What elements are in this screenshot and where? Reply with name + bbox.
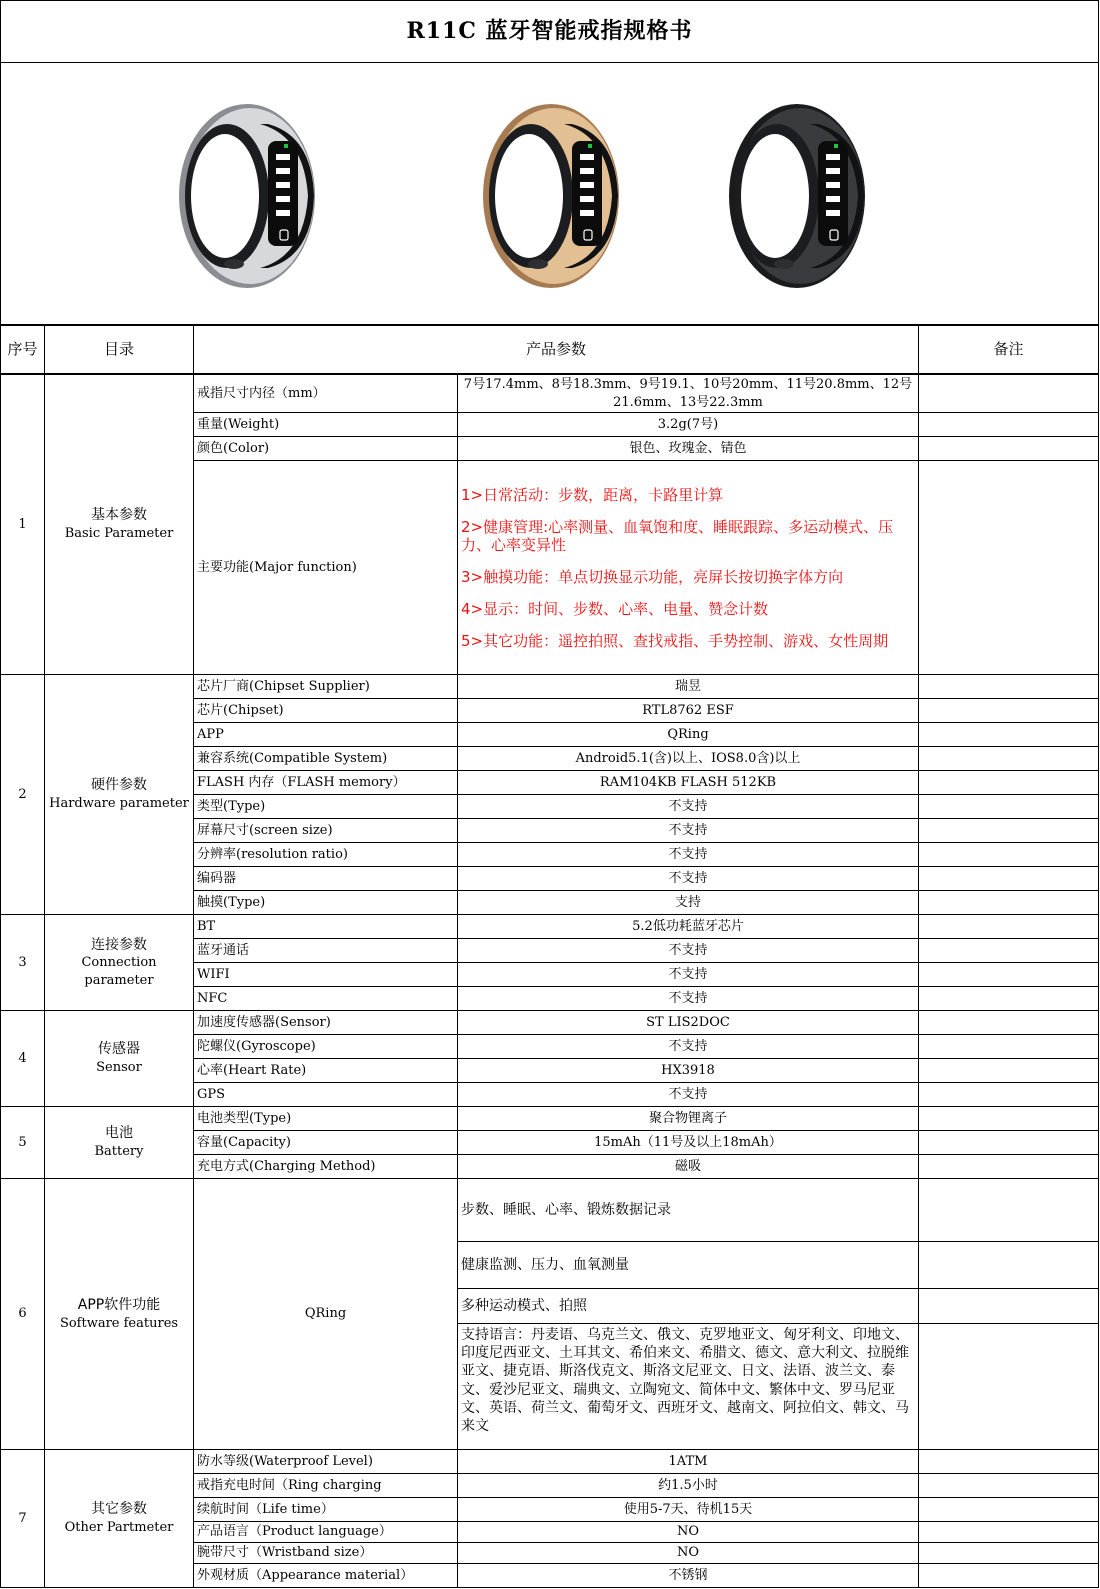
note-cell xyxy=(918,818,1099,843)
section-name-en: Hardware parameter xyxy=(49,796,189,812)
param-label: 陀螺仪(Gyroscope) xyxy=(193,1034,458,1059)
note-cell xyxy=(918,746,1099,771)
section-index: 7 xyxy=(0,1449,45,1588)
param-value: 不支持 xyxy=(457,1082,919,1107)
param-value: RTL8762 ESF xyxy=(457,698,919,723)
param-label: 戒指尺寸内径（mm） xyxy=(193,374,458,413)
note-cell xyxy=(918,1058,1099,1083)
page-title: R11C 蓝牙智能戒指规格书 xyxy=(0,0,1099,63)
section-index: 1 xyxy=(0,374,45,675)
param-value: 不锈钢 xyxy=(457,1563,919,1588)
section-index: 2 xyxy=(0,674,45,915)
param-label: 蓝牙通话 xyxy=(193,938,458,963)
note-cell xyxy=(918,1323,1099,1450)
note-cell xyxy=(918,986,1099,1011)
param-label: 心率(Heart Rate) xyxy=(193,1058,458,1083)
section-index: 4 xyxy=(0,1010,45,1107)
param-label: 外观材质（Appearance material） xyxy=(193,1563,458,1588)
param-value: NO xyxy=(457,1521,919,1543)
note-cell xyxy=(918,1521,1099,1543)
param-label: 分辨率(resolution ratio) xyxy=(193,842,458,867)
note-cell xyxy=(918,674,1099,699)
param-label: 触摸(Type) xyxy=(193,890,458,915)
param-label: NFC xyxy=(193,986,458,1011)
param-value: 5.2低功耗蓝牙芯片 xyxy=(457,914,919,939)
param-value: 不支持 xyxy=(457,1034,919,1059)
param-value: NO xyxy=(457,1542,919,1564)
param-label: 主要功能(Major function) xyxy=(193,460,458,675)
note-cell xyxy=(918,1106,1099,1131)
note-cell xyxy=(918,1449,1099,1474)
ring-product-image-black xyxy=(722,96,872,296)
section-name-zh: APP软件功能 xyxy=(77,1296,161,1313)
note-cell xyxy=(918,938,1099,963)
note-cell xyxy=(918,1542,1099,1564)
note-cell xyxy=(918,1241,1099,1289)
param-label: 芯片厂商(Chipset Supplier) xyxy=(193,674,458,699)
ring-product-image-rose-gold xyxy=(476,96,626,296)
param-label: 重量(Weight) xyxy=(193,412,458,437)
param-value: 不支持 xyxy=(457,794,919,819)
header-category: 目录 xyxy=(44,325,194,374)
param-value: 不支持 xyxy=(457,842,919,867)
section-name-zh: 其它参数 xyxy=(91,1501,147,1518)
note-cell xyxy=(918,890,1099,915)
note-cell xyxy=(918,770,1099,795)
note-cell xyxy=(918,1473,1099,1498)
param-value: 支持 xyxy=(457,890,919,915)
note-cell xyxy=(918,962,1099,987)
section-name-en: Connection parameter xyxy=(81,955,157,988)
param-label: 腕带尺寸（Wristband size） xyxy=(193,1542,458,1564)
param-label: 戒指充电时间（Ring charging xyxy=(193,1473,458,1498)
note-cell xyxy=(918,1563,1099,1588)
param-value: 不支持 xyxy=(457,962,919,987)
section-name-en: Other Partmeter xyxy=(64,1520,174,1536)
param-value: 瑞昱 xyxy=(457,674,919,699)
section-category xyxy=(44,1449,194,1588)
software-feature: 步数、睡眠、心率、锻炼数据记录 xyxy=(457,1178,919,1242)
param-value: 不支持 xyxy=(457,818,919,843)
section-name-zh: 硬件参数 xyxy=(91,777,147,794)
note-cell xyxy=(918,794,1099,819)
param-value: 银色、玫瑰金、锖色 xyxy=(457,436,919,461)
feature-line: 1>日常活动：步数，距离，卡路里计算 xyxy=(461,485,724,504)
param-value: 使用5-7天、待机15天 xyxy=(457,1497,919,1522)
param-label: 类型(Type) xyxy=(193,794,458,819)
feature-line: 5>其它功能：遥控拍照、查找戒指、手势控制、游戏、女性周期 xyxy=(461,631,889,650)
software-feature: 支持语言：丹麦语、乌克兰文、俄文、克罗地亚文、匈牙利文、印地文、印度尼西亚文、土耳其文、希伯来文、希腊文、德文、意大利文、拉脱维亚文、捷克语、斯洛伐克文、斯洛文尼亚文、日文、法语、波兰文、泰文、爱沙尼亚文、瑞典文、立陶宛文、简体中文、繁体中文、罗马尼亚文、英语、荷兰文、葡萄牙文、西班牙文、越南文、阿拉伯文、韩文、马来文 xyxy=(457,1323,919,1450)
param-value: HX3918 xyxy=(457,1058,919,1083)
param-label: APP xyxy=(193,722,458,747)
note-cell xyxy=(918,460,1099,675)
note-cell xyxy=(918,698,1099,723)
param-value: 7号17.4mm、8号18.3mm、9号19.1、10号20mm、11号20.8mm、12号21.6mm、13号22.3mm xyxy=(457,374,919,413)
app-name: QRing xyxy=(193,1178,458,1450)
param-label: 防水等级(Waterproof Level) xyxy=(193,1449,458,1474)
param-value: 约1.5小时 xyxy=(457,1473,919,1498)
param-value: 聚合物锂离子 xyxy=(457,1106,919,1131)
note-cell xyxy=(918,1010,1099,1035)
note-cell xyxy=(918,842,1099,867)
param-value: 3.2g(7号) xyxy=(457,412,919,437)
section-category xyxy=(44,1178,194,1450)
section-index: 6 xyxy=(0,1178,45,1450)
note-cell xyxy=(918,1497,1099,1522)
section-category xyxy=(44,1010,194,1107)
param-label: 容量(Capacity) xyxy=(193,1130,458,1155)
section-name-zh: 基本参数 xyxy=(91,507,147,524)
note-cell xyxy=(918,866,1099,891)
section-name-zh: 传感器 xyxy=(98,1041,140,1058)
note-cell xyxy=(918,1154,1099,1179)
section-name-en: Software features xyxy=(59,1315,179,1331)
param-value: QRing xyxy=(457,722,919,747)
param-label: 续航时间（Life time） xyxy=(193,1497,458,1522)
param-label: 加速度传感器(Sensor) xyxy=(193,1010,458,1035)
param-label: 电池类型(Type) xyxy=(193,1106,458,1131)
param-label: 兼容系统(Compatible System) xyxy=(193,746,458,771)
note-cell xyxy=(918,436,1099,461)
param-label: 颜色(Color) xyxy=(193,436,458,461)
ring-product-image-silver xyxy=(172,96,322,296)
param-label: 产品语言（Product language） xyxy=(193,1521,458,1543)
note-cell xyxy=(918,374,1099,413)
param-label: BT xyxy=(193,914,458,939)
param-value: 不支持 xyxy=(457,986,919,1011)
note-cell xyxy=(918,914,1099,939)
param-label: 屏幕尺寸(screen size) xyxy=(193,818,458,843)
section-name-en: Battery xyxy=(94,1144,144,1160)
param-value: Android5.1(含)以上、IOS8.0含)以上 xyxy=(457,746,919,771)
param-label: 芯片(Chipset) xyxy=(193,698,458,723)
section-name-en: Sensor xyxy=(96,1060,142,1076)
param-label: 编码器 xyxy=(193,866,458,891)
software-feature: 健康监测、压力、血氧测量 xyxy=(457,1241,919,1289)
section-category xyxy=(44,674,194,915)
param-label: WIFI xyxy=(193,962,458,987)
header-notes: 备注 xyxy=(918,325,1099,374)
section-index: 3 xyxy=(0,914,45,1011)
param-value: 不支持 xyxy=(457,866,919,891)
software-feature: 多种运动模式、拍照 xyxy=(457,1288,919,1324)
param-label: 充电方式(Charging Method) xyxy=(193,1154,458,1179)
note-cell xyxy=(918,1178,1099,1242)
feature-line: 2>健康管理:心率测量、血氧饱和度、睡眠跟踪、多运动模式、压力、心率变异性 xyxy=(461,517,894,554)
header-index: 序号 xyxy=(0,325,45,374)
param-value: 不支持 xyxy=(457,938,919,963)
section-name-en: Basic Parameter xyxy=(64,526,174,542)
param-label: GPS xyxy=(193,1082,458,1107)
param-value: 1ATM xyxy=(457,1449,919,1474)
section-category xyxy=(44,1106,194,1179)
feature-line: 3>触摸功能：单点切换显示功能，亮屏长按切换字体方向 xyxy=(461,567,844,586)
param-value: 15mAh（11号及以上18mAh） xyxy=(457,1130,919,1155)
note-cell xyxy=(918,1130,1099,1155)
param-value: 磁吸 xyxy=(457,1154,919,1179)
note-cell xyxy=(918,412,1099,437)
param-value: RAM104KB FLASH 512KB xyxy=(457,770,919,795)
param-label: FLASH 内存（FLASH memory） xyxy=(193,770,458,795)
header-params: 产品参数 xyxy=(193,325,919,374)
section-name-zh: 连接参数 xyxy=(91,936,147,953)
major-function-list xyxy=(457,460,919,675)
note-cell xyxy=(918,1082,1099,1107)
note-cell xyxy=(918,1288,1099,1324)
param-value: ST LIS2DOC xyxy=(457,1010,919,1035)
note-cell xyxy=(918,1034,1099,1059)
section-index: 5 xyxy=(0,1106,45,1179)
section-category xyxy=(44,914,194,1011)
note-cell xyxy=(918,722,1099,747)
section-name-zh: 电池 xyxy=(105,1125,133,1142)
section-category xyxy=(44,374,194,675)
feature-line: 4>显示：时间、步数、心率、电量、赞念计数 xyxy=(461,599,769,618)
